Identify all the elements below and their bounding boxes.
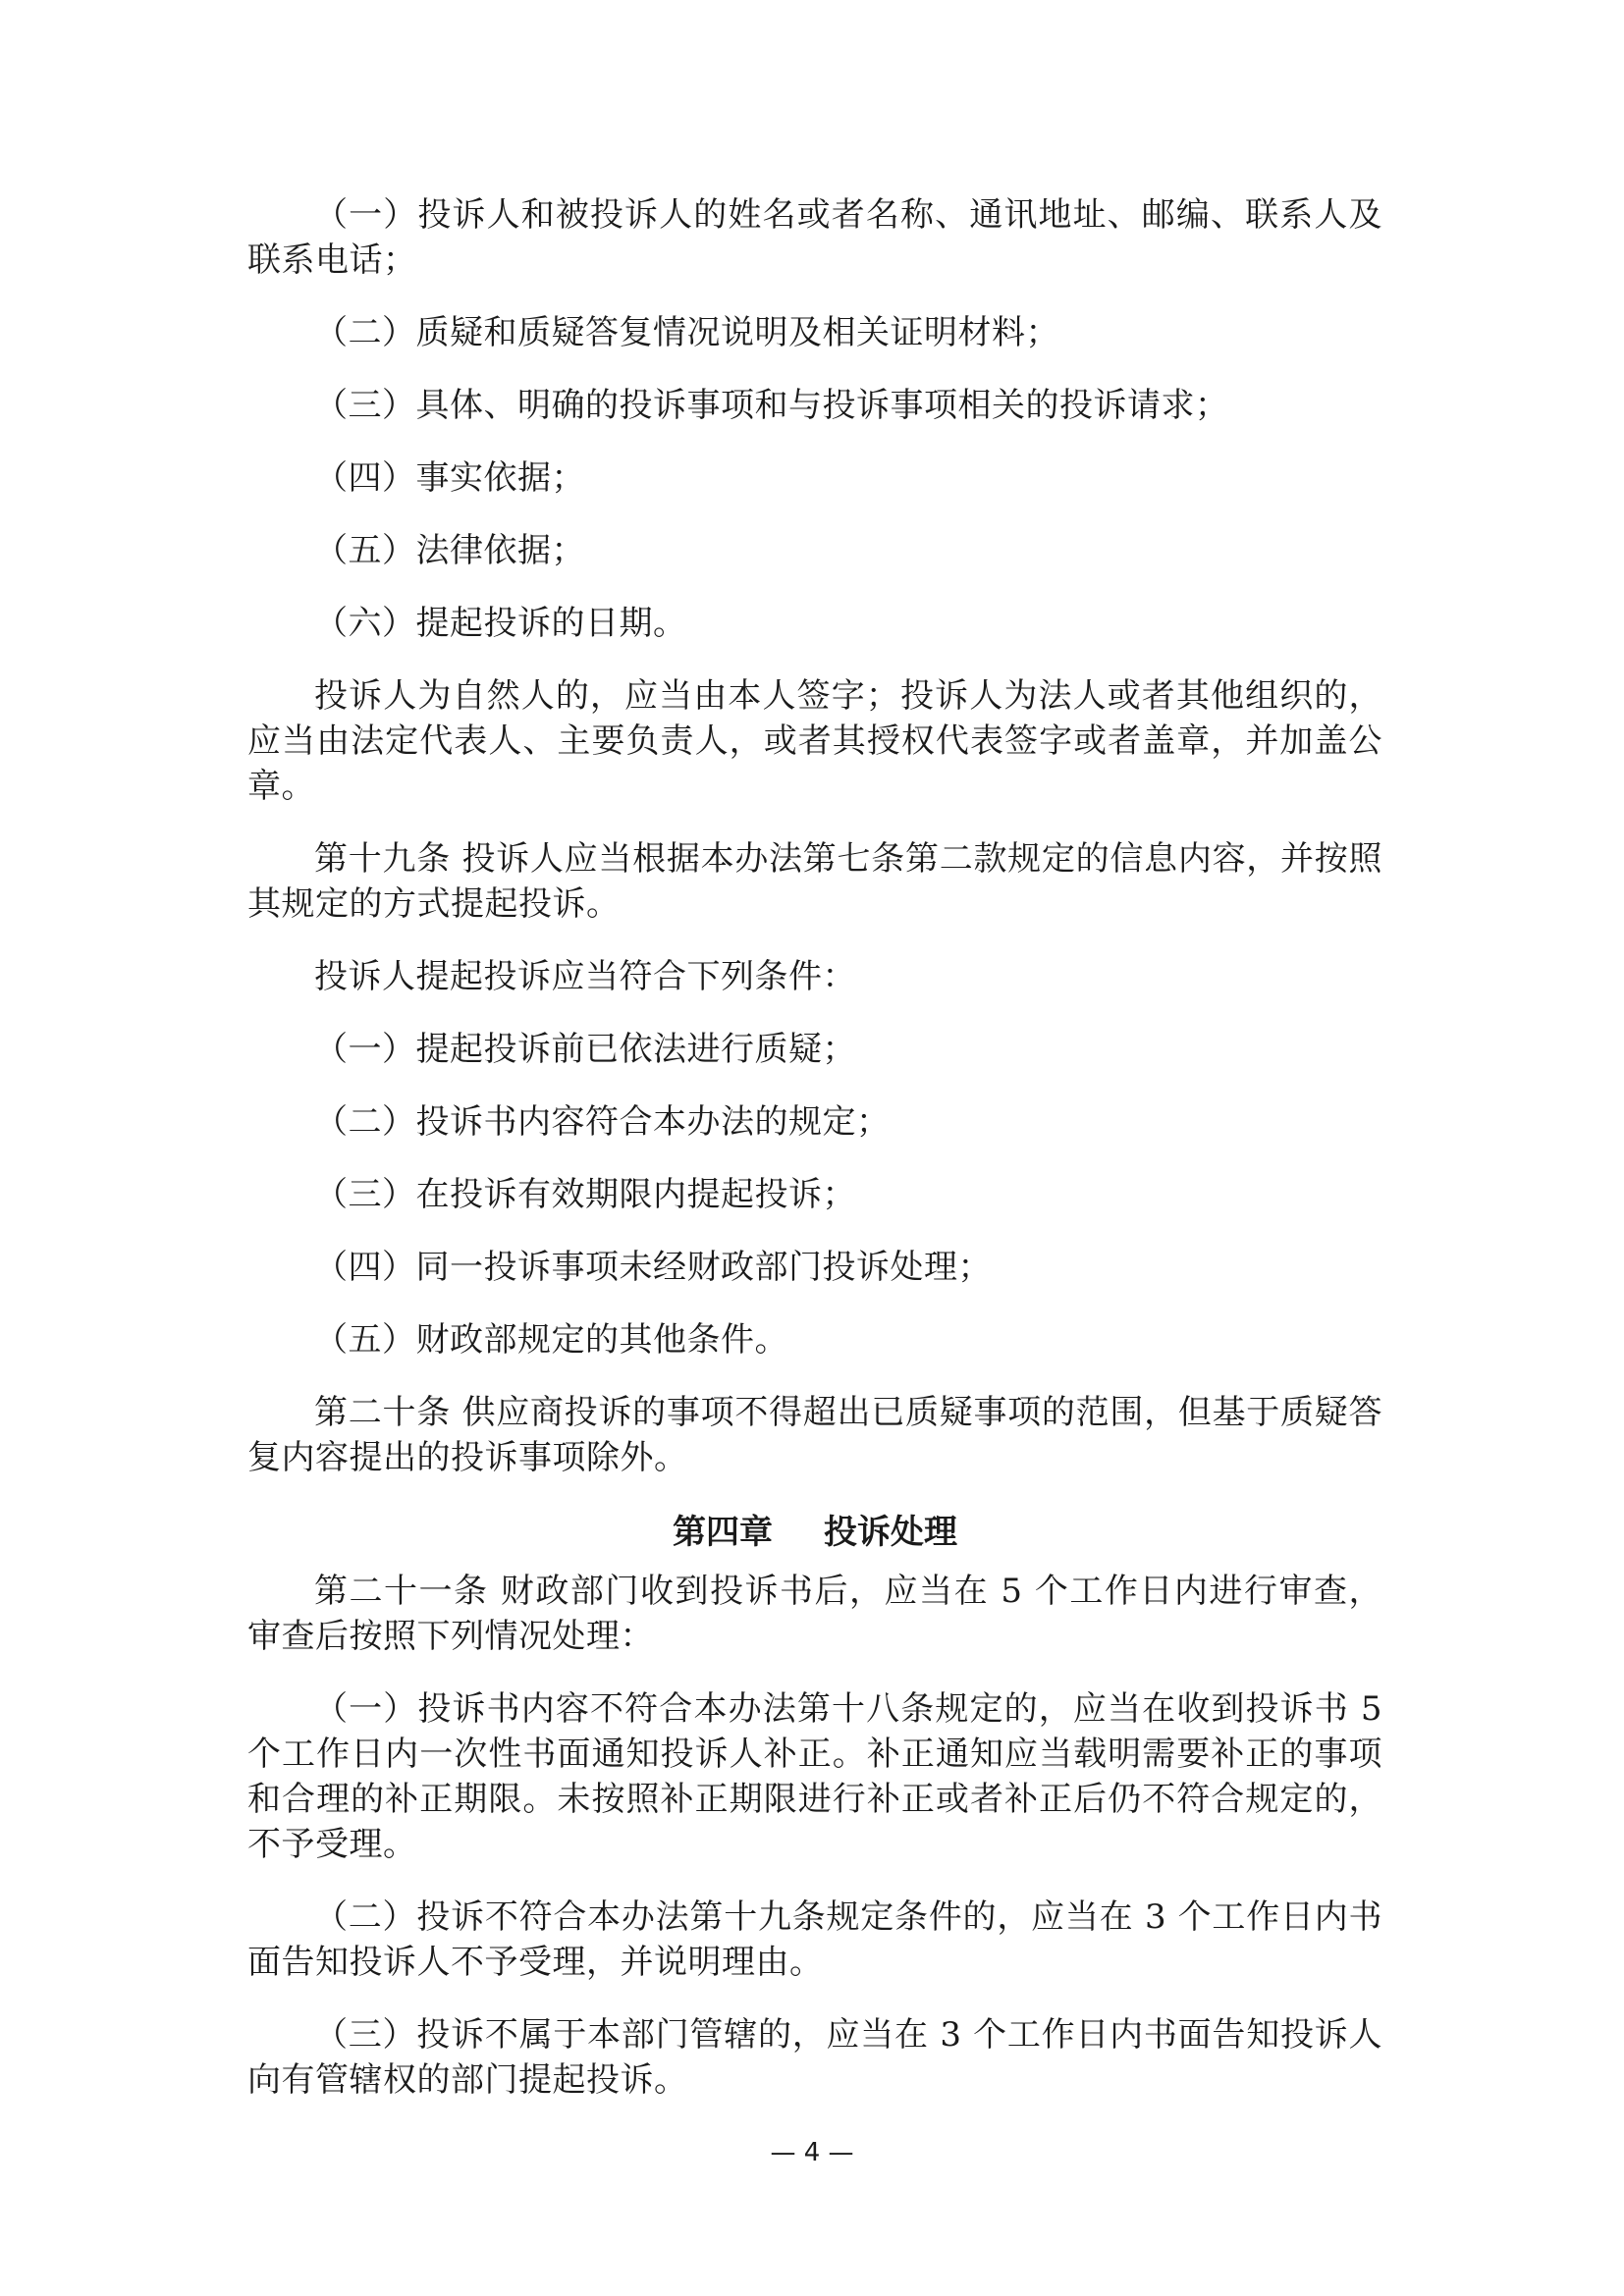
paragraph-handling-3: （三）投诉不属于本部门管辖的，应当在 3 个工作日内书面告知投诉人向有管辖权的部门提起投诉。: [247, 2015, 1382, 2100]
paragraph-article-19: 第十九条 投诉人应当根据本办法第七条第二款规定的信息内容，并按照其规定的方式提起投诉。: [247, 839, 1382, 924]
paragraph-item-3: （三）具体、明确的投诉事项和与投诉事项相关的投诉请求；: [314, 386, 1229, 425]
paragraph-condition-4: （四）同一投诉事项未经财政部门投诉处理；: [314, 1248, 992, 1287]
paragraph-handling-2: （二）投诉不符合本办法第十九条规定条件的，应当在 3 个工作日内书面告知投诉人不予受理，并说明理由。: [247, 1897, 1382, 1982]
chapter-heading: [247, 1510, 1382, 1555]
document-body: [247, 192, 1382, 2103]
chapter-number: 第四章: [673, 1513, 773, 1552]
paragraph-signature-rule: 投诉人为自然人的，应当由本人签字；投诉人为法人或者其他组织的，应当由法定代表人、主要负责人，或者其授权代表签字或者盖章，并加盖公章。: [247, 676, 1382, 806]
paragraph-article-20: 第二十条 供应商投诉的事项不得超出已质疑事项的范围，但基于质疑答复内容提出的投诉事项除外。: [247, 1393, 1382, 1477]
chapter-title: 投诉处理: [824, 1513, 957, 1552]
paragraph-condition-3: （三）在投诉有效期限内提起投诉；: [314, 1175, 856, 1214]
paragraph-item-6: （六）提起投诉的日期。: [314, 604, 687, 643]
page-number: — 4 —: [770, 2138, 854, 2167]
paragraph-condition-1: （一）提起投诉前已依法进行质疑；: [314, 1030, 856, 1069]
paragraph-item-2: （二）质疑和质疑答复情况说明及相关证明材料；: [314, 313, 1059, 352]
paragraph-condition-5: （五）财政部规定的其他条件。: [314, 1320, 788, 1360]
paragraph-conditions-intro: 投诉人提起投诉应当符合下列条件：: [314, 957, 856, 996]
paragraph-item-5: （五）法律依据；: [314, 531, 585, 570]
paragraph-article-21: 第二十一条 财政部门收到投诉书后，应当在 5 个工作日内进行审查，审查后按照下列情况处理：: [247, 1572, 1382, 1656]
paragraph-condition-2: （二）投诉书内容符合本办法的规定；: [314, 1102, 891, 1142]
paragraph-handling-1: （一）投诉书内容不符合本办法第十八条规定的，应当在收到投诉书 5 个工作日内一次性书面通知投诉人补正。补正通知应当载明需要补正的事项和合理的补正期限。未按照补正期限进行补正或者补正后仍不符合规定的，不予受理。: [247, 1689, 1382, 1864]
paragraph-item-4: （四）事实依据；: [314, 458, 585, 498]
paragraph-item-1: （一）投诉人和被投诉人的姓名或者名称、通讯地址、邮编、联系人及联系电话；: [247, 195, 1382, 280]
